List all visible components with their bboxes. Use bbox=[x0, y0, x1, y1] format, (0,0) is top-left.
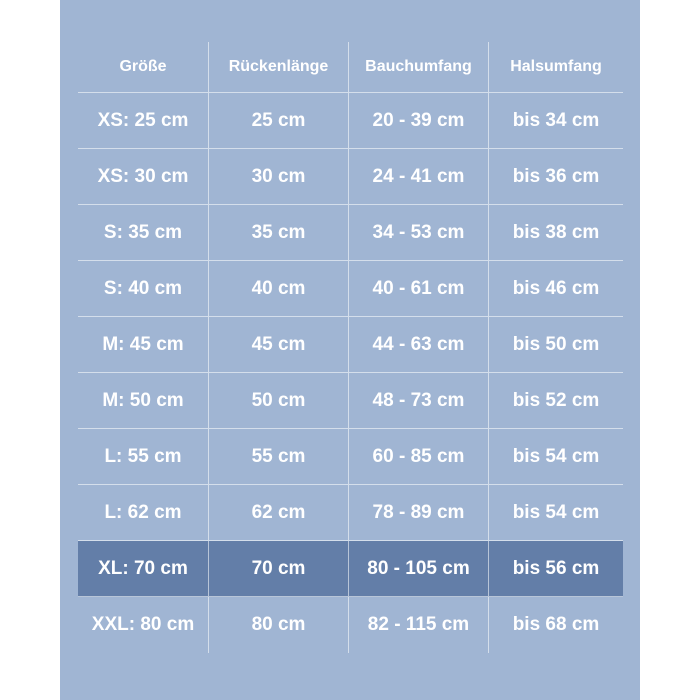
cell-size: XXL: 80 cm bbox=[91, 614, 195, 635]
cell-back-length: 40 cm bbox=[208, 261, 348, 316]
table-row-highlighted bbox=[78, 541, 623, 597]
table-header-row bbox=[78, 42, 623, 93]
table-row bbox=[78, 317, 623, 373]
cell-belly-girth: 78 - 89 cm bbox=[348, 485, 488, 540]
cell-size: XS: 30 cm bbox=[97, 165, 189, 187]
cell-neck-girth: bis 46 cm bbox=[488, 261, 623, 316]
cell-belly-girth: 80 - 105 cm bbox=[348, 541, 488, 596]
header-belly-girth: Bauchumfang bbox=[348, 42, 488, 92]
cell-belly-girth: 48 - 73 cm bbox=[348, 373, 488, 428]
cell-belly-girth: 34 - 53 cm bbox=[348, 205, 488, 260]
table-row bbox=[78, 205, 623, 261]
cell-size: XL: 70 cm bbox=[98, 557, 188, 579]
cell-neck-girth: bis 34 cm bbox=[488, 93, 623, 148]
table-row bbox=[78, 261, 623, 317]
cell-belly-girth: 20 - 39 cm bbox=[348, 93, 488, 148]
cell-size: XS: 25 cm bbox=[97, 109, 189, 131]
cell-size: M: 45 cm bbox=[102, 333, 184, 355]
cell-neck-girth: bis 52 cm bbox=[488, 373, 623, 428]
table-row bbox=[78, 149, 623, 205]
cell-size: S: 35 cm bbox=[103, 221, 183, 243]
table-row bbox=[78, 373, 623, 429]
cell-size: L: 62 cm bbox=[104, 501, 182, 523]
cell-back-length: 70 cm bbox=[208, 541, 348, 596]
cell-back-length: 30 cm bbox=[208, 149, 348, 204]
cell-neck-girth: bis 50 cm bbox=[488, 317, 623, 372]
cell-back-length: 50 cm bbox=[208, 373, 348, 428]
header-size: Größe bbox=[119, 58, 167, 75]
cell-neck-girth: bis 54 cm bbox=[488, 485, 623, 540]
cell-back-length: 55 cm bbox=[208, 429, 348, 484]
cell-belly-girth: 82 - 115 cm bbox=[348, 597, 488, 653]
cell-neck-girth: bis 56 cm bbox=[488, 541, 623, 596]
cell-belly-girth: 44 - 63 cm bbox=[348, 317, 488, 372]
cell-neck-girth: bis 38 cm bbox=[488, 205, 623, 260]
cell-belly-girth: 24 - 41 cm bbox=[348, 149, 488, 204]
cell-back-length: 62 cm bbox=[208, 485, 348, 540]
cell-back-length: 35 cm bbox=[208, 205, 348, 260]
cell-neck-girth: bis 68 cm bbox=[488, 597, 623, 653]
header-neck-girth: Halsumfang bbox=[488, 42, 623, 92]
table-row bbox=[78, 429, 623, 485]
table-row bbox=[78, 597, 623, 653]
cell-neck-girth: bis 36 cm bbox=[488, 149, 623, 204]
cell-size: L: 55 cm bbox=[104, 445, 182, 467]
cell-size: M: 50 cm bbox=[102, 389, 184, 411]
cell-back-length: 80 cm bbox=[208, 597, 348, 653]
table-row bbox=[78, 93, 623, 149]
cell-belly-girth: 60 - 85 cm bbox=[348, 429, 488, 484]
cell-size: S: 40 cm bbox=[103, 277, 183, 299]
header-back-length: Rückenlänge bbox=[208, 42, 348, 92]
cell-neck-girth: bis 54 cm bbox=[488, 429, 623, 484]
cell-belly-girth: 40 - 61 cm bbox=[348, 261, 488, 316]
size-chart-panel bbox=[60, 0, 640, 700]
table-row bbox=[78, 485, 623, 541]
cell-back-length: 45 cm bbox=[208, 317, 348, 372]
size-table bbox=[78, 42, 623, 653]
cell-back-length: 25 cm bbox=[208, 93, 348, 148]
